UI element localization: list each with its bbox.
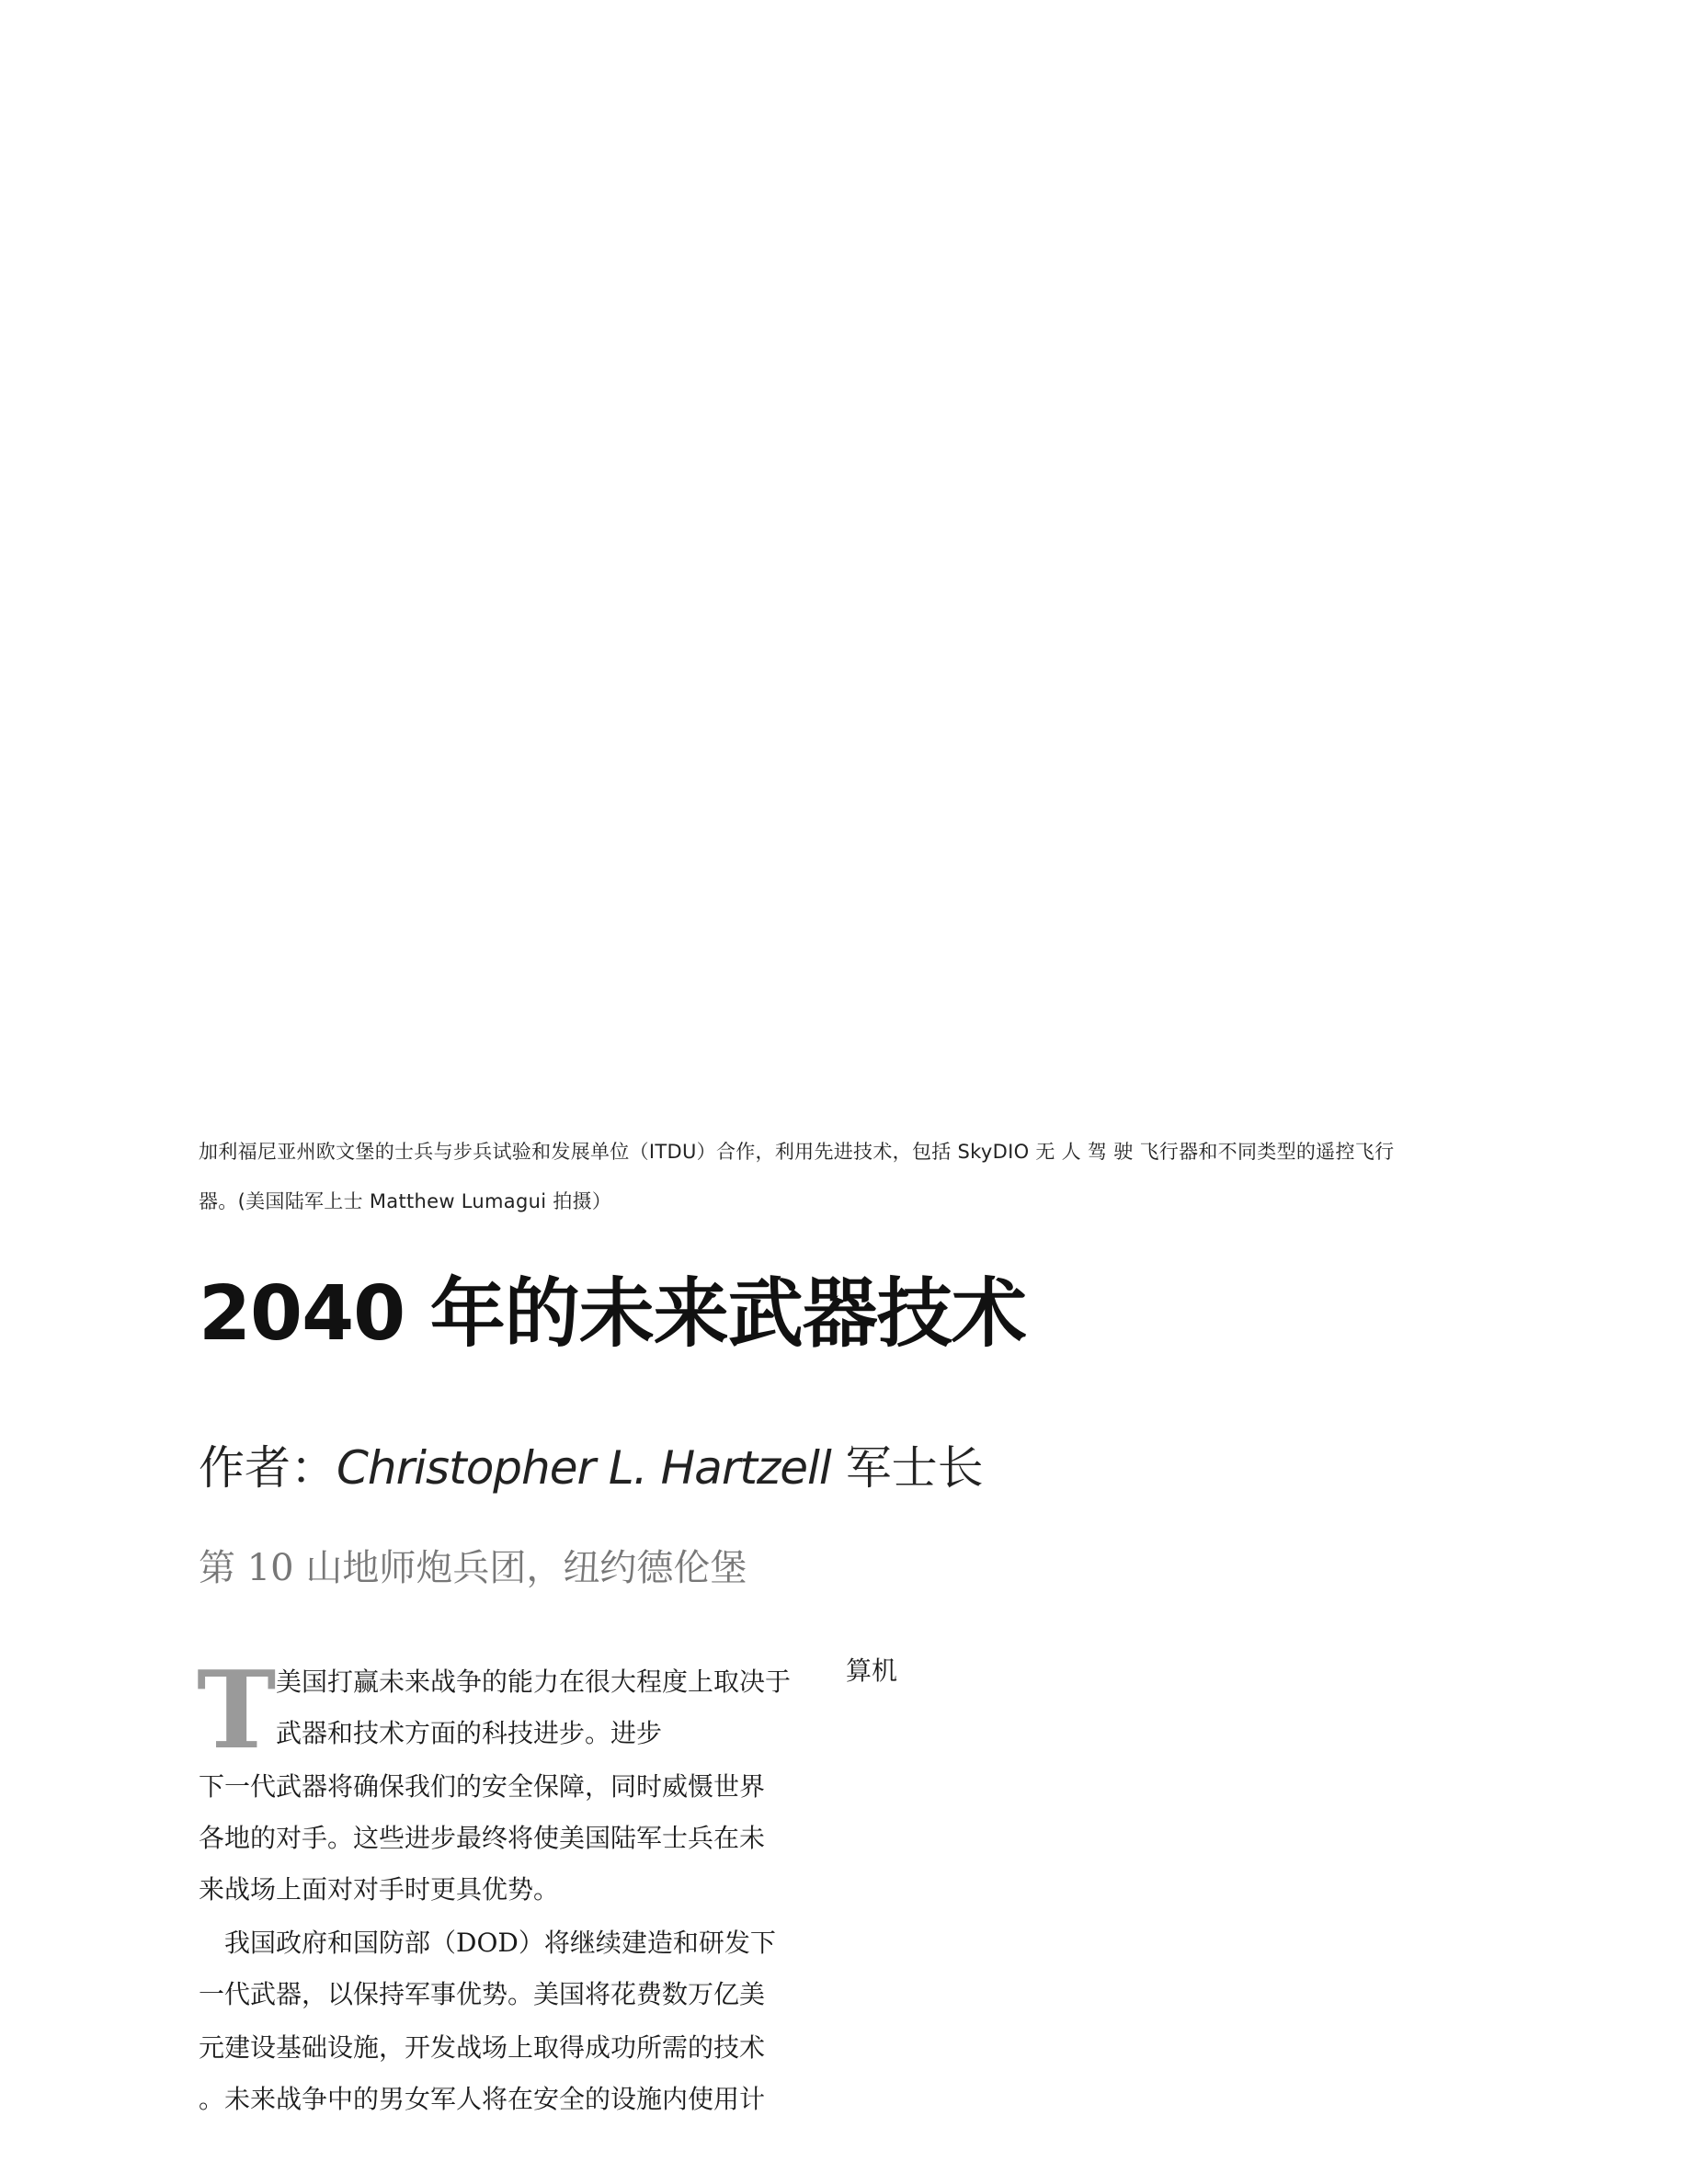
author-affiliation: 第 10 山地师炮兵团，纽约德伦堡	[199, 1547, 747, 1589]
body-line-9: 。未来战争中的男女军人将在安全的设施内使用计	[199, 2084, 766, 2114]
article-title: 2040 年的未来武器技术	[199, 1270, 1026, 1358]
body-line-3: 下一代武器将确保我们的安全保障，同时威慑世界	[199, 1771, 766, 1802]
author-line	[199, 1436, 984, 1500]
body-line-4: 各地的对手。这些进步最终将使美国陆军士兵在未	[199, 1823, 766, 1853]
author-rank: 军士长	[830, 1441, 984, 1495]
author-name: Christopher L. Hartzell	[336, 1441, 831, 1495]
author-prefix: 作者：	[199, 1441, 336, 1495]
caption-line-1: 加利福尼亚州欧文堡的士兵与步兵试验和发展单位（ITDU）合作，利用先进技术，包括 SkyDIO 无 人 驾 驶 飞行器和不同类型的遥控飞行	[199, 1141, 1395, 1163]
stray-text: 算机	[846, 1655, 898, 1686]
body-line-1: 美国打赢未来战争的能力在很大程度上取决于	[276, 1666, 792, 1697]
body-line-7: 一代武器，以保持军事优势。美国将花费数万亿美	[199, 1979, 766, 2009]
drop-cap: T	[197, 1648, 277, 1773]
caption-line-2: 器。(美国陆军上士 Matthew Lumagui 拍摄）	[199, 1190, 612, 1212]
photo-caption	[199, 1127, 1504, 1226]
body-line-6: 我国政府和国防部（DOD）将继续建造和研发下	[199, 1928, 776, 1958]
body-line-5: 来战场上面对对手时更具优势。	[199, 1874, 560, 1905]
body-line-8: 元建设基础设施，开发战场上取得成功所需的技术	[199, 2032, 766, 2063]
body-line-2: 武器和技术方面的科技进步。进步	[276, 1718, 663, 1748]
